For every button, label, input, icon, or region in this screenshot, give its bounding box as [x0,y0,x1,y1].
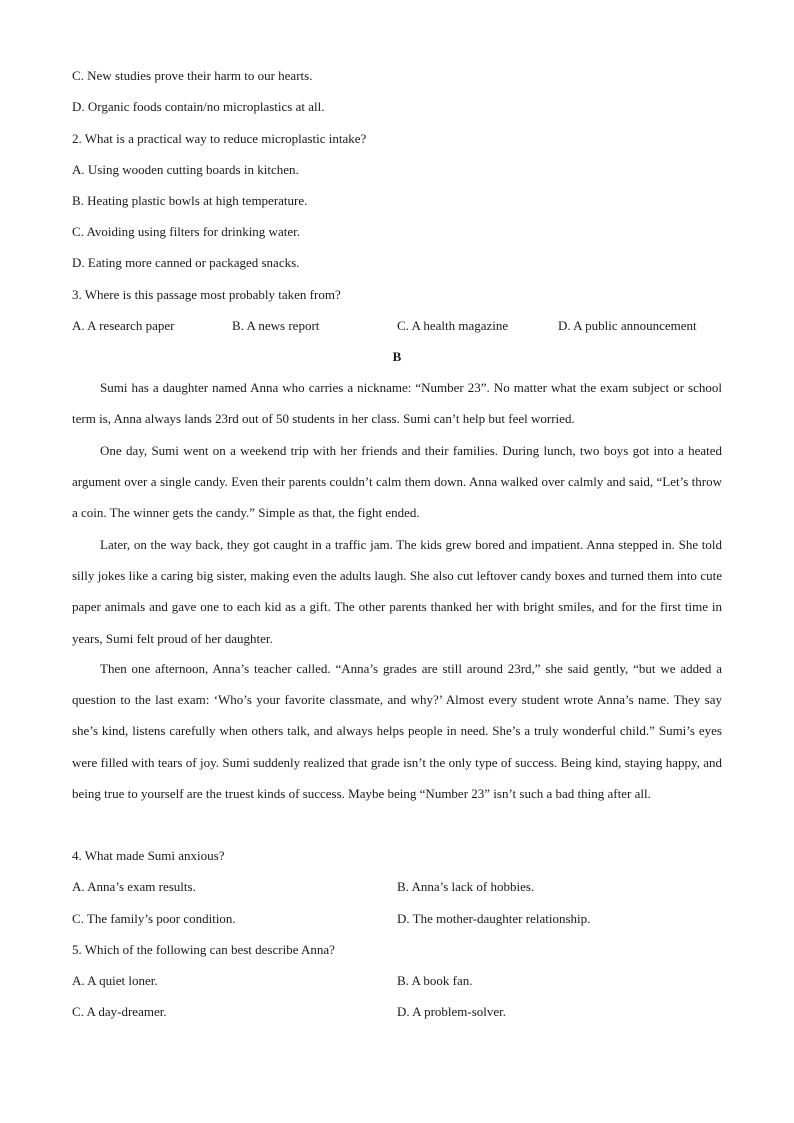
q1-option-c: C. New studies prove their harm to our hearts. [72,68,313,83]
section-b-title: B [392,349,402,364]
q4-option-d: D. The mother-daughter relationship. [397,911,591,926]
q3-option-b: B. A news report [232,318,320,333]
q3-question: 3. Where is this passage most probably taken from? [72,287,341,302]
passage-paragraph-3 [72,529,722,654]
q2-option-a: A. Using wooden cutting boards in kitchen. [72,162,299,177]
q3-option-a: A. A research paper [72,318,175,333]
q3-option-d: D. A public announcement [558,318,697,333]
passage-paragraph-1 [72,372,722,434]
q2-option-d: D. Eating more canned or packaged snacks. [72,255,300,270]
passage-paragraph-3-text: Later, on the way back, they got caught in a traffic jam. The kids grew bored and impatient. Anna stepped in. She told silly jokes like a caring big sister, making even the adults laugh. She also cut leftover candy boxes and turned them into cute paper animals and gave one to each kid as a gift. The other parents thanked her with bright smiles, and for the first time in years, Sumi felt proud of her daughter. [72,537,722,646]
passage-paragraph-1-text: Sumi has a daughter named Anna who carries a nickname: “Number 23”. No matter what the exam subject or school term is, Anna always lands 23rd out of 50 students in her class. Sumi can’t help but feel worried. [72,380,722,427]
q3-option-c: C. A health magazine [397,318,509,333]
q4-option-a: A. Anna’s exam results. [72,879,196,894]
passage-paragraph-4-text: Then one afternoon, Anna’s teacher called. “Anna’s grades are still around 23rd,” she said gently, “but we added a question to the last exam: ‘Who’s your favorite classmate, and why?’ Almost every student wrote Anna’s name. They say she’s kind, listens carefully when others talk, and always helps people in need. She’s a truly wonderful child.” Sumi’s eyes were filled with tears of joy. Sumi suddenly realized that grade isn’t the only type of success. Being kind, staying happy, and being true to yourself are the truest kinds of success. Maybe being “Number 23” isn’t such a bad thing after all. [72,661,722,801]
passage-paragraph-2 [72,435,722,529]
q5-option-c: C. A day-dreamer. [72,1004,167,1019]
passage-paragraph-4 [72,653,722,809]
q2-question: 2. What is a practical way to reduce microplastic intake? [72,131,367,146]
q4-option-b: B. Anna’s lack of hobbies. [397,879,535,894]
q4-question: 4. What made Sumi anxious? [72,848,225,863]
q5-question: 5. Which of the following can best describe Anna? [72,942,335,957]
q2-option-b: B. Heating plastic bowls at high temperature. [72,193,308,208]
q2-option-c: C. Avoiding using filters for drinking water. [72,224,300,239]
q1-option-d: D. Organic foods contain/no microplastics at all. [72,99,325,114]
passage-paragraph-2-text: One day, Sumi went on a weekend trip with her friends and their families. During lunch, two boys got into a heated argument over a single candy. Even their parents couldn’t calm them down. Anna walked over calmly and said, “Let’s throw a coin. The winner gets the candy.” Simple as that, the fight ended. [72,443,722,521]
q5-option-a: A. A quiet loner. [72,973,158,988]
q5-option-b: B. A book fan. [397,973,473,988]
q5-option-d: D. A problem-solver. [397,1004,507,1019]
q4-option-c: C. The family’s poor condition. [72,911,236,926]
